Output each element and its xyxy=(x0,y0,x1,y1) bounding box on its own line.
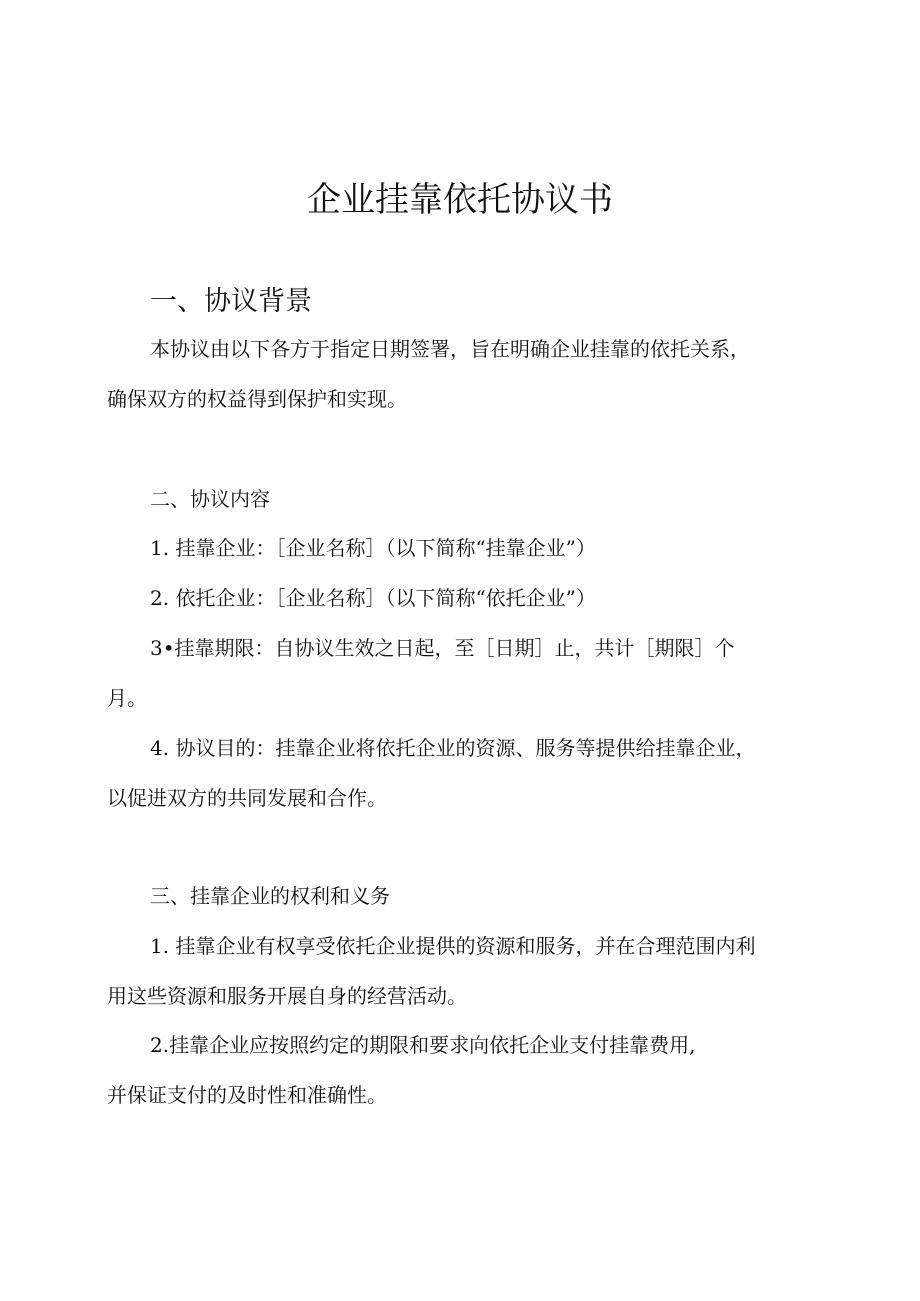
document-title: 企业挂靠依托协议书 xyxy=(307,180,613,220)
rights-item-2-line-1: 2.挂靠企业应按照约定的期限和要求向依托企业支付挂靠费用, xyxy=(150,1033,696,1057)
section-heading-rights: 三、挂靠企业的权利和义务 xyxy=(150,884,390,908)
content-item-1: 1. 挂靠企业：［企业名称］（以下简称“挂靠企业”） xyxy=(150,536,596,560)
section-heading-content: 二、协议内容 xyxy=(150,487,270,511)
rights-item-2-line-2: 并保证支付的及时性和准确性。 xyxy=(107,1083,387,1107)
content-item-3-line-2: 月。 xyxy=(107,686,147,710)
rights-item-1-line-2: 用这些资源和服务开展自身的经营活动。 xyxy=(107,984,467,1008)
rights-item-1-line-1: 1. 挂靠企业有权享受依托企业提供的资源和服务，并在合理范围内利 xyxy=(150,934,756,958)
section-heading-background: 一、协议背景 xyxy=(150,286,312,317)
background-paragraph-line-2: 确保双方的权益得到保护和实现。 xyxy=(107,387,407,411)
content-item-2: 2. 依托企业：［企业名称］（以下简称“依托企业”） xyxy=(150,586,596,610)
content-item-4-line-1: 4. 协议目的：挂靠企业将依托企业的资源、服务等提供给挂靠企业， xyxy=(150,736,756,760)
content-item-4-line-2: 以促进双方的共同发展和合作。 xyxy=(107,786,387,810)
background-paragraph-line-1: 本协议由以下各方于指定日期签署，旨在明确企业挂靠的依托关系， xyxy=(150,337,750,361)
content-item-3-line-1: 3•挂靠期限：自协议生效之日起，至［日期］止，共计［期限］个 xyxy=(150,636,735,660)
